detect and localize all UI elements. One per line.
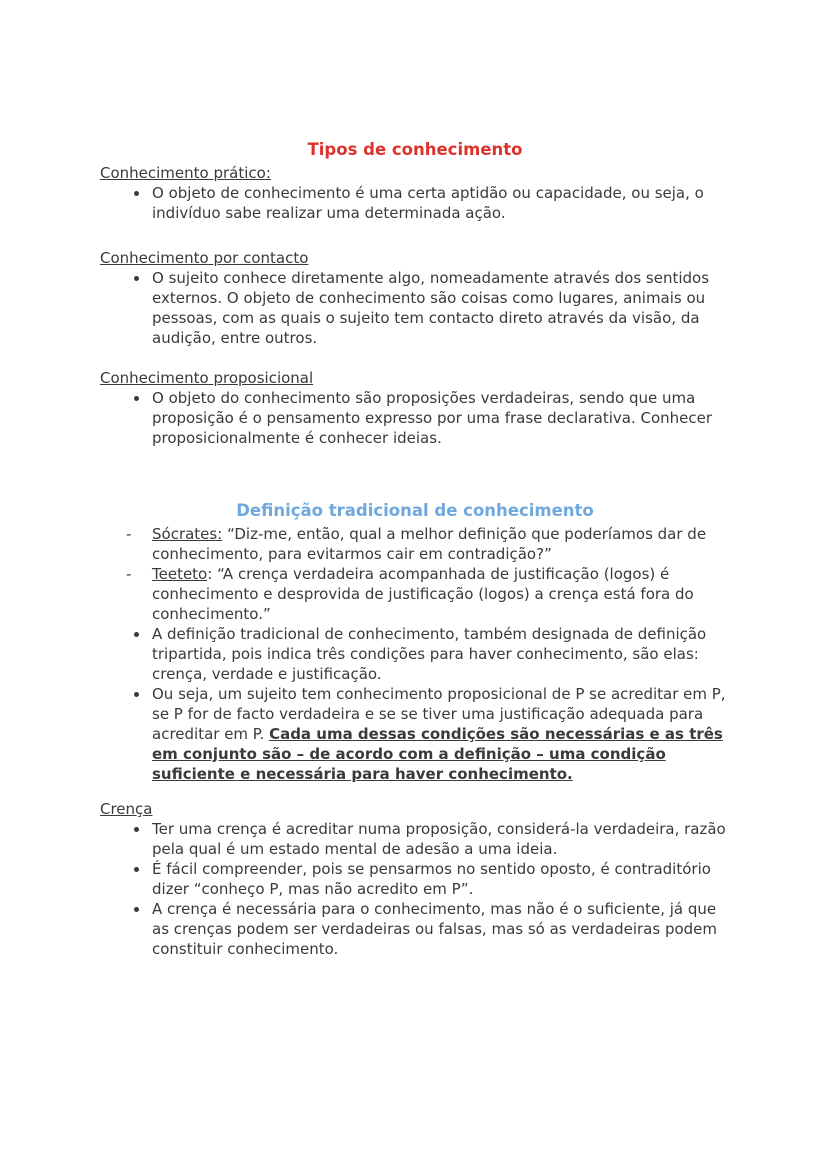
section-heading-belief: Crença [100,800,153,818]
section-belief [100,799,730,959]
speaker-name: Sócrates: [152,525,223,543]
section-propositional-knowledge [100,368,730,448]
bullet-list [100,388,730,448]
bullet-list [100,268,730,348]
speaker-name: Teeteto [152,565,208,583]
list-item: • A crença é necessária para o conhecimento, mas não é o suficiente, já que as crenças podem ser verdadeiras ou falsas, mas só as verdadeiras podem constituir conhecimento. [150,899,730,959]
section-title-traditional-definition: Definição tradicional de conhecimento [236,501,594,520]
bullet-list [100,183,730,223]
bullet-list [100,624,730,684]
bullet-text: Ou seja, um sujeito tem conhecimento proposicional de P se acreditar em P, se P for de facto verdadeira e se se tiver uma justificação adequada para acreditar em P. [152,685,726,743]
bullet-emphasis-text: Cada uma dessas condições são necessárias e as três em conjunto são – de acordo com a definição – uma condição suficiente e necessária para haver conhecimento. [152,725,723,783]
list-item: • O sujeito conhece diretamente algo, nomeadamente através dos sentidos externos. O objeto de conhecimento são coisas como lugares, animais ou pessoas, com as quais o sujeito tem contacto direto através da visão, da audição, entre outros. [150,268,730,348]
section-traditional-definition [100,501,730,784]
dialogue-quote: “Diz-me, então, qual a melhor definição que poderíamos dar de conhecimento, para evitarmos cair em contradição?” [152,525,707,563]
list-item: • Ter uma crença é acreditar numa proposição, considerá-la verdadeira, razão pela qual é um estado mental de adesão a uma ideia. [150,819,730,859]
section-heading-contact: Conhecimento por contacto [100,249,309,267]
list-item: • É fácil compreender, pois se pensarmos no sentido oposto, é contraditório dizer “conheço P, mas não acredito em P”. [150,859,730,899]
section-contact-knowledge [100,248,730,348]
dialogue-quote: : “A crença verdadeira acompanhada de justificação (logos) é conhecimento e desprovida de justificação (logos) a crença está fora do conhecimento.” [152,565,694,623]
bullet-list [100,819,730,959]
list-item: • O objeto do conhecimento são proposições verdadeiras, sendo que uma proposição é o pensamento expresso por uma frase declarativa. Conhecer proposicionalmente é conhecer ideias. [150,388,730,448]
section-heading-practical: Conhecimento prático: [100,164,271,182]
dialogue-item-socrates [150,524,730,564]
bullet-list [100,684,730,784]
list-item [150,684,730,784]
dialogue-list [100,524,730,624]
section-practical-knowledge [100,163,730,223]
page-title: Tipos de conhecimento [307,140,523,159]
bullet-text: A definição tradicional de conhecimento, também designada de definição tripartida, pois indica três condições para haver conhecimento, são elas: crença, verdade e justificação. [152,625,707,683]
dialogue-item-teeteto [150,564,730,624]
section-heading-propositional: Conhecimento proposicional [100,369,314,387]
list-item [150,624,730,684]
list-item: • O objeto de conhecimento é uma certa aptidão ou capacidade, ou seja, o indivíduo sabe realizar uma determinada ação. [150,183,730,223]
